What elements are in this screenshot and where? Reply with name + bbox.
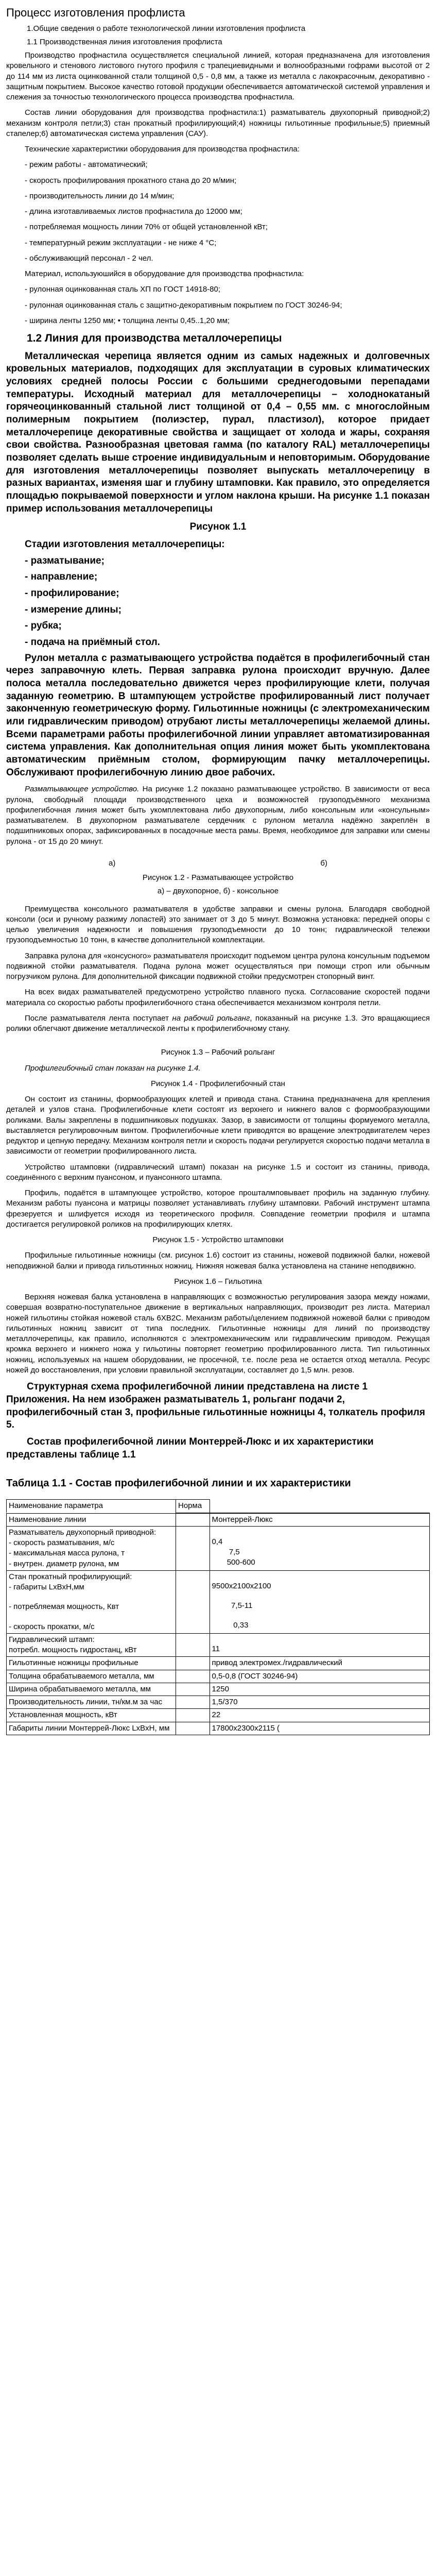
mill-paragraph: Он состоит из станины, формообразующих клетей и привода стана. Станина предназначена для крепления деталей и узлов стана. Профилегибочные клети состоят из верхнего и нижнего валов с формообразующими роликами. Валы закреплены в подшипниковых подушках. Зазор, в зависимости от толщины формуемого металла, выставляется регулировочным винтом. Профилегибочные клети приводятся во вращение электродвигателем через редуктор и цепную передачу. Механизм контроля петли и скорость подачи регулируется скоростью подачи металла в зависимости от геометрии профилированного листа. (6, 1095, 430, 1156)
rollgang-text-b: на рабочий рольганг (169, 1013, 250, 1023)
table-cell (176, 1633, 210, 1657)
table-row (7, 1722, 430, 1735)
spec-item: - скорость профилирования прокатного стана до 20 м/мин; (25, 176, 237, 185)
table-header-cell (7, 1500, 176, 1513)
spec-item: - длина изготавливаемых листов профнастила до 12000 мм; (25, 207, 242, 216)
table-cell (7, 1709, 176, 1722)
spec-item: - потребляемая мощность линии 70% от общей установленной кВт; (25, 223, 268, 232)
table-header-cell (210, 1500, 430, 1513)
table-cell (176, 1657, 210, 1670)
cell-line (212, 1572, 427, 1581)
cell-line (178, 1546, 207, 1555)
table-row (7, 1657, 430, 1670)
cell-line (212, 1528, 427, 1537)
cell-line: 7,5 (212, 1548, 240, 1557)
table-cell (176, 1670, 210, 1683)
table-row (7, 1670, 430, 1683)
cell-line (178, 1609, 207, 1618)
table-cell (176, 1513, 210, 1526)
cell-line (178, 1572, 207, 1581)
stage-item: - рубка; (25, 620, 62, 632)
cell-line (178, 1684, 207, 1693)
rollgang-paragraph (6, 1013, 430, 1035)
table-row (7, 1570, 430, 1633)
figure-1-4-caption: Рисунок 1.4 - Профилегибочный стан (151, 1079, 285, 1088)
table-cell (210, 1670, 429, 1683)
cell-line: - скорость прокатки, м/с (9, 1622, 95, 1631)
cell-line (9, 1592, 173, 1602)
cell-line (178, 1671, 207, 1681)
cell-line (178, 1618, 207, 1628)
table-cell (210, 1526, 429, 1570)
cell-line (178, 1710, 207, 1719)
cell-line: Стан прокатный профилирующий: (9, 1572, 132, 1581)
figure-1-6-caption: Рисунок 1.6 – Гильотина (174, 1277, 262, 1286)
cell-line: 0,5-0,8 (ГОСТ 30246-94) (212, 1671, 298, 1681)
cell-line: - габариты LxBxH,мм (9, 1583, 84, 1592)
table-row (7, 1709, 430, 1722)
stage-item: - профилирование; (25, 588, 119, 599)
stages-heading: Стадии изготовления металлочерепицы: (25, 539, 225, 550)
cell-line: - максимальная масса рулона, т (9, 1549, 125, 1558)
spec-item: - режим работы - автоматический; (25, 160, 148, 170)
characteristics-table-body (6, 1513, 430, 1735)
cell-line (178, 1581, 207, 1590)
intro-paragraph-1: Производство профнастила осуществляется специальной линией, которая предназначена для изготовления кровельного и стенового листового гнутого профиля с трапециевидными и волнообразными гофрами высотой от 2 до 114 мм из листа оцинкованной стали толщиной 0,5 - 0,8 мм, а также из металла с лакокрасочным, декоративно - защитным покрытием. Высокое качество готовой продукции обеспечивается автоматической системой управления и слежения за точностью технологического процесса производства профнастила. (6, 51, 430, 102)
table-cell (7, 1570, 176, 1633)
figure-1-1-caption: Рисунок 1.1 (189, 521, 247, 533)
cell-line: Гильотинные ножницы профильные (9, 1658, 138, 1668)
table-cell (7, 1513, 176, 1526)
table-cell (7, 1683, 176, 1696)
cell-line: Наименование линии (9, 1515, 86, 1524)
section-1-2-paragraph: Металлическая черепица является одним из самых надежных и долговечных кровельных материалов, подходящих для эксплуатации в суровых климатических условиях средней полосы России с большими среднегодовыми перепадами температуры. Исходный материал для металлочерепицы – холоднокатаный горячеоцинкованный стальной лист толщиной от 0,4 – 0,55 мм. с многослойным полимерным покрытием (полиэстер, пурал, пластизол), которое придает металлочерепице декоративные свойства и защищает от холода и жары, сохраняя свои свойства. Разнообразная цветовая гамма (по каталогу RAL) металлочерепицы позволяет сделать выше строение индивидуальным и неповторимым. Оборудование для изготовления металлочерепицы позволяет выпускать металлочерепицу в разных вариантах, изменяя шаг и глубину штамповки. Как правило, это определяется площадью покрываемой поверхности и углом наклона крыши. На рисунке 1.1 показан пример использования металлочерепицы (6, 350, 430, 514)
table-cell (7, 1633, 176, 1657)
table-cell (7, 1670, 176, 1683)
structure-heading-2: Состав профилегибочной линии Монтеррей-Люкс и их характеристики представлены таблице 1.1 (6, 1436, 374, 1460)
cell-line: Толщина обрабатываемого металла, мм (9, 1671, 154, 1681)
table-cell (210, 1683, 429, 1696)
intro-paragraph-2: Состав линии оборудования для производства профнастила:1) разматыватель двухопорный приводной;2) механизм контроля петли;3) стан прокатный профилирующий;4) ножницы гильотинные профильные;5) приемный стапелер;6) автоматическая система управления (САУ). (6, 108, 430, 138)
table-cell (176, 1709, 210, 1722)
table-cell (210, 1513, 429, 1526)
cell-line: Гидравлический штамп: (9, 1635, 95, 1644)
structure-heading: Структурная схема профилегибочной линии представлена на листе 1 Приложения. На нем изображен разматыватель 1, рольганг подачи 2, профилегибочный стан 3, профильные гильотинные ножницы 4, толкатель профиля 5. (6, 1381, 425, 1431)
material-item: - рулонная оцинкованная сталь с защитно-декоративным покрытием по ГОСТ 30246-94; (25, 300, 342, 310)
cell-line (178, 1658, 207, 1667)
table-row (7, 1633, 430, 1657)
rollgang-text-a: После разматывателя лента поступает (25, 1013, 169, 1023)
stage-item: - подача на приёмный стол. (25, 636, 160, 648)
header-text: Наименование параметра (9, 1501, 103, 1511)
stamp-paragraph-2: Профиль, подаётся в штампующее устройство, которое прошталмповывает профиль на заданную глубину. Механизм работы пуансона и матрицы позволяет устанавливать глубину штамповки. Рабочий инструмент штампа фрезеруется и шлифуется исходя из теоретического профиля. Совпадение геометрии профиля и штампа достигается регулировкой роликов на профилирующих клетях. (6, 1189, 430, 1229)
stage-item: - разматывание; (25, 555, 104, 566)
spec-item: - обслуживающий персонал - 2 чел. (25, 253, 153, 263)
spec-item: - производительность линии до 14 м/мин; (25, 191, 175, 200)
table-cell (210, 1570, 429, 1633)
cell-line (178, 1697, 207, 1706)
figure-1-2-subcaption: а) – двухопорное, б) - консольное (157, 887, 279, 896)
toc-heading-1: 1.Общие сведения о работе технологической линии изготовления профлиста (27, 24, 306, 33)
spec-item: - температурный режим эксплуатации - не ниже 4 °С; (25, 238, 217, 247)
cell-line (178, 1528, 207, 1537)
section-1-2-heading: 1.2 Линия для производства металлочерепицы (27, 332, 282, 345)
cell-line: 500-600 (212, 1558, 255, 1567)
table-cell (176, 1722, 210, 1735)
table-cell (210, 1657, 429, 1670)
table-cell (210, 1633, 429, 1657)
cell-line: привод электромех./гидравлический (212, 1658, 343, 1668)
table-cell (176, 1570, 210, 1633)
cell-line (178, 1537, 207, 1546)
material-item: - рулонная оцинкованная сталь ХП по ГОСТ 14918-80; (25, 285, 221, 294)
cell-line (178, 1635, 207, 1644)
document-title: Процесс изготовления профлиста (6, 6, 185, 19)
mill-intro: Профилегибочный стан показан на рисунке 1.4. (25, 1063, 201, 1073)
cell-line: - скорость разматывания, м/с (9, 1538, 115, 1548)
table-cell (7, 1526, 176, 1570)
table-cell (176, 1696, 210, 1709)
unwinder-paragraph-2: Преимущества консольного разматывателя в удобстве заправки и смены рулона. Благодаря свободной консоли (оси и ручному разжиму лопастей) это занимает от 3 до 5 минут. Возможна установка: передней опоры с целью увеличения надежности и повышения грузоподъемности до 10 тонн; гидравлической тележки грузоподъемностью 10 тонн, в качестве дополнительной комплектации. (6, 904, 430, 945)
figure-label-b: б) (320, 858, 327, 868)
cell-line: 22 (212, 1710, 221, 1720)
unwinder-lead: Разматывающее устройство. (25, 785, 139, 794)
stamp-paragraph: Устройство штамповки (гидравлический штамп) показан на рисунке 1.5 и состоит из станины, привода, соединённого с верхним пуансоном, и пуансонного штампа. (6, 1162, 430, 1182)
cell-line: Производительность линии, тн/км.м за час (9, 1698, 163, 1707)
table-row (7, 1513, 430, 1526)
cell-line: 1,5/370 (212, 1698, 238, 1707)
table-cell (7, 1696, 176, 1709)
table-cell (7, 1657, 176, 1670)
cell-line: 11 (212, 1644, 220, 1653)
table-header-row (7, 1500, 430, 1513)
figure-1-2-labels (6, 858, 430, 869)
cell-line (178, 1555, 207, 1565)
cell-line: 0,33 (212, 1621, 249, 1630)
table-row (7, 1526, 430, 1570)
unwinder-text: На рисунке 1.2 показано разматывающее устройство. В зависимости от веса рулона, свободный площади производственного цеха и возможностей грузоподъёмного механизма профилегибочная линия может быть укомплектована либо двухопорным, либо консольным или «консульным» разматывателем. В двухопорном разматывателе сердечник с рулоном металла надёжно закреплён в подшипниковых опорах, зафиксированных в посадочные места рамы. Время, необходимое для заправки или смены рулона - от 15 до 20 минут. (6, 785, 430, 846)
guillotine-paragraph-2: Верхняя ножевая балка установлена в направляющих с возможностью регулирования зазора между ножами, совершая возвратно-поступательное движение в вертикальных направляющих, производит рез листа. Материал ножей гильотины стойкая ножевой сталь 6ХВ2С. Механизм работы/целением подвижной ножевой балки с приводом гильотинных ножниц зависит от типа последних. Гильотинные ножницы для линий по производству металлочерепицы, как правило, исполняются с электромеханическим или гидравлическим приводом. Режущая кромка верхнего и нижнего ножа у гильотины повторяет геометрию профилированного листа. Тип гильотинных ножниц, используемых на нашем оборудовании, не просечной, т.е. после реза не остается отход металла. Ресурс ножей до восстановления, при условии правильной эксплуатации, составляет до 1,5 млн. резов. (6, 1293, 430, 1375)
figure-1-2-caption: Рисунок 1.2 - Разматывающее устройство (142, 873, 294, 883)
specs-list (6, 160, 430, 264)
stage-item: - измерение длины; (25, 604, 121, 615)
table-cell (210, 1722, 429, 1735)
cell-line: - внутрен. диаметр рулона, мм (9, 1559, 119, 1568)
unwinder-paragraph-4: На всех видах разматывателей предусмотрено устройство плавного пуска. Согласование скоростей подачи материала со скоростью работы профилегибочного стана обеспечивается механизмом контроля петли. (6, 988, 430, 1007)
figure-label-a: а) (109, 858, 116, 868)
cell-line: потребл. мощность гидростанц, кВт (9, 1646, 137, 1655)
rollgang-text-c: , показанный на рисунке 1.3. Это вращающиеся ролики облегчают движение металлической ленты к профилегибочному стану. (6, 1013, 430, 1033)
table-row (7, 1683, 430, 1696)
material-item: - ширина ленты 1250 мм; • толщина ленты 0,45..1,20 мм; (25, 316, 230, 325)
figure-1-3-caption: Рисунок 1.3 – Рабочий рольганг (161, 1048, 275, 1057)
unwinder-paragraph-3: Заправка рулона для «консусного» разматывателя происходит подъемом центра рулона консульным подъемом подвижной стойки разматывателя. Подача рулона может осуществляться при помощи строп или обычным погрузчиком рулона. Для дополнительной фиксации подвижной стойки предусмотрен стопорный винт. (6, 951, 430, 981)
unwinder-paragraph (6, 784, 430, 847)
cell-line: Монтеррей-Люкс (212, 1515, 273, 1524)
cell-line (178, 1515, 207, 1524)
cell-line (178, 1723, 207, 1733)
cell-line: 1250 (212, 1684, 229, 1693)
cell-line: Разматыватель двухопорный приводной: (9, 1528, 156, 1537)
cell-line: 9500x2100x2100 (212, 1581, 271, 1590)
guillotine-paragraph: Профильные гильотинные ножницы (см. рисунок 1.6) состоит из станины, ножевой подвижной балки, ножевой неподвижной балки и привода гильотинных ножниц. Нижняя ножевая балка установлена на станине неподвижно. (6, 1251, 430, 1270)
table-title: Таблица 1.1 - Состав профилегибочной линии и их характеристики (6, 1478, 351, 1489)
table-cell (176, 1683, 210, 1696)
toc-heading-1-1: 1.1 Производственная линия изготовления профлиста (27, 37, 222, 46)
cell-line: Ширина обрабатываемого металла, мм (9, 1684, 151, 1693)
cell-line (178, 1600, 207, 1609)
table-cell (210, 1709, 429, 1722)
cell-line (212, 1635, 427, 1644)
cell-line (178, 1590, 207, 1600)
cell-line (178, 1644, 207, 1653)
table-header-cell: Норма (176, 1500, 210, 1513)
cell-line (212, 1611, 427, 1620)
table-cell (176, 1526, 210, 1570)
figure-1-5-caption: Рисунок 1.5 - Устройство штамповки (152, 1235, 284, 1245)
table-row (7, 1696, 430, 1709)
cell-line: Установленная мощность, кВт (9, 1710, 117, 1720)
table-cell (210, 1696, 429, 1709)
intro-paragraph-3: Технические характеристики оборудования для производства профнастила: (25, 145, 300, 154)
cell-line: - потребляемая мощность, Квт (9, 1602, 119, 1612)
cell-line (212, 1591, 427, 1601)
table-cell (7, 1722, 176, 1735)
materials-intro: Материал, используюшийся в оборудование для производства профнастила: (25, 269, 304, 279)
cell-line: 0,4 (212, 1537, 223, 1546)
cell-line: 7,5-11 (212, 1601, 253, 1611)
cell-line: 17800x2300x2115 ( (212, 1723, 280, 1733)
cell-line: Габариты линии Монтеррей-Люкс LxBxH, мм (9, 1723, 170, 1733)
characteristics-table (6, 1499, 430, 1513)
stage-item: - направление; (25, 571, 98, 583)
cell-line (9, 1613, 173, 1622)
process-bold-paragraph: Рулон металла с разматывающего устройства подаётся в профилегибочный стан через заправочную клеть. Первая заправка рулона происходит вручную. Далее полоса металла последовательно движется через профилирующие клети, получая заданную геометрию. В штампующем устройстве профилированный лист получает законченную геометрическую форму. Гильотинные ножницы (с электромеханическим или гидравлическим приводом) отрубают листы металлочерепицы желаемой длины. Всеми параметрами работы профилегибочной линии управляет автоматизированная система управления. Как дополнительная опция линия может быть укомплектована автоматическим приёмным столом, формирующим пачку металлочерепицы. Обслуживают профилегибочную линию двое рабочих. (6, 652, 430, 778)
